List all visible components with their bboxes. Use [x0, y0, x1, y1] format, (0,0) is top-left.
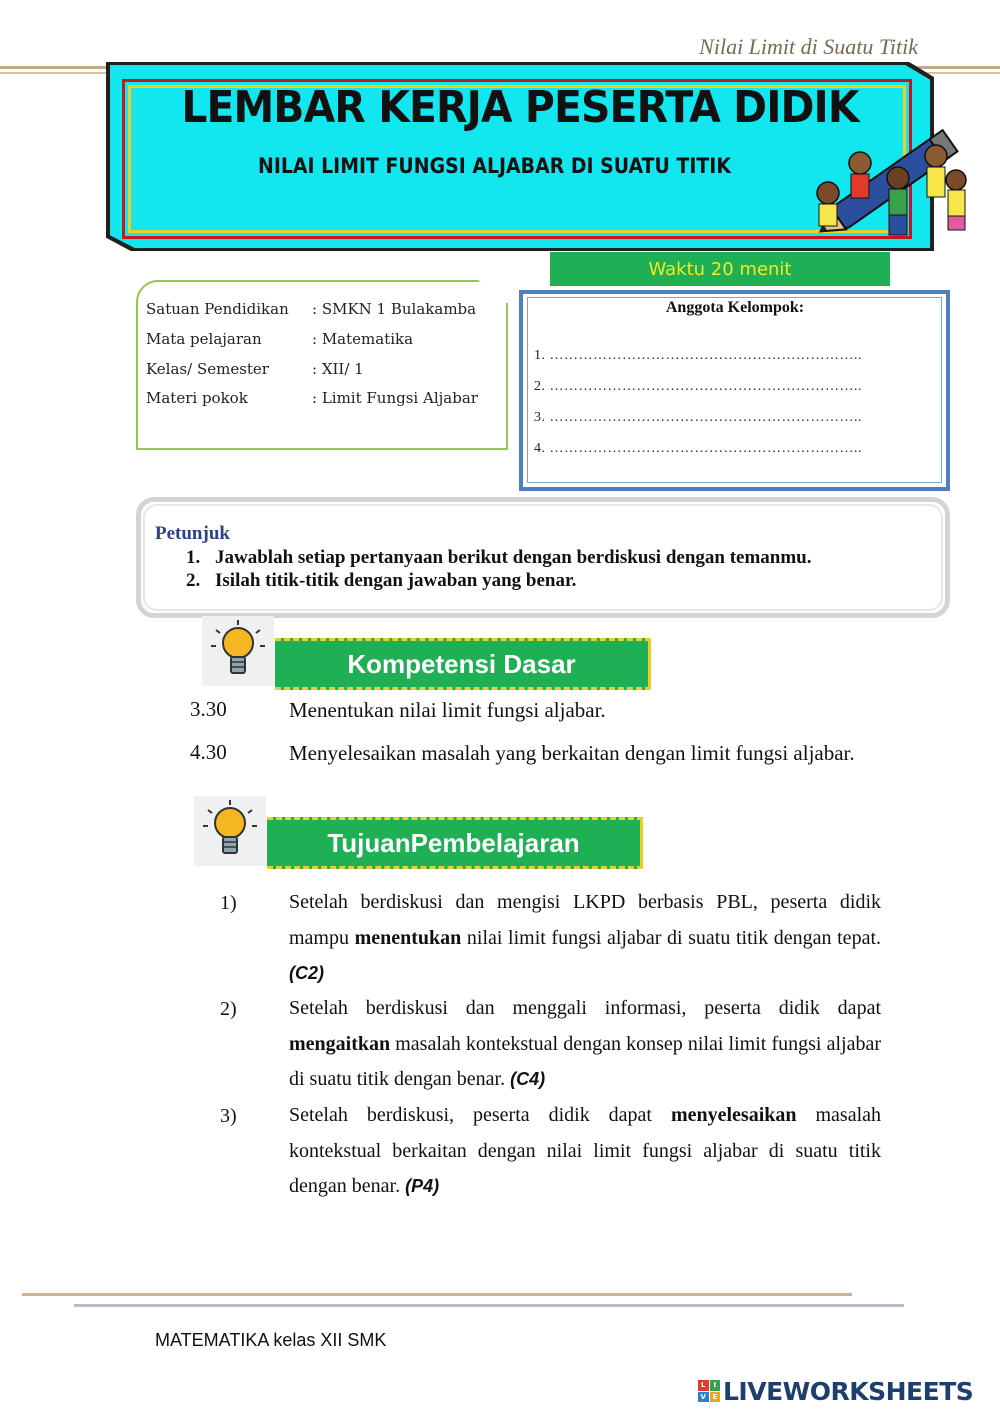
objective-keyword: menentukan [354, 926, 462, 949]
objective-level-code: (C2) [289, 963, 324, 983]
kompetensi-dasar-heading: Kompetensi Dasar [275, 638, 651, 690]
kd-text: Menentukan nilai limit fungsi aljabar. [289, 698, 606, 722]
objective-number: 1) [220, 892, 237, 914]
instruction-number: 1. [186, 547, 201, 568]
objective-number: 2) [220, 998, 237, 1020]
header-note: Nilai Limit di Suatu Titik [699, 34, 918, 59]
liveworksheets-wordmark: LIVEWORKSHEETS [723, 1376, 974, 1406]
member-entry-4[interactable]: 4. ……………………………………………………….. [534, 441, 862, 456]
kids-pencil-illustration [798, 118, 983, 250]
logo-letter: L [698, 1380, 709, 1391]
info-label: Satuan Pendidikan [146, 300, 289, 318]
member-entry-3[interactable]: 3. ……………………………………………………….. [534, 410, 862, 425]
objective-number: 3) [220, 1105, 237, 1127]
tujuan-pembelajaran-heading: TujuanPembelajaran [267, 817, 643, 869]
liveworksheets-brand[interactable] [698, 1376, 973, 1406]
liveworksheets-logo-icon [698, 1380, 720, 1402]
instructions-title: Petunjuk [155, 523, 230, 544]
objective-text-part: masalah kontekstual berkaitan dengan nilai limit fungsi aljabar di suatu titik dengan benar. [289, 1104, 882, 1197]
logo-letter: I [710, 1380, 721, 1391]
objective-keyword: menyelesaikan [670, 1104, 797, 1126]
objective-text-part: Setelah berdiskusi, peserta didik dapat [289, 1104, 671, 1126]
info-value: : SMKN 1 Bulakamba [312, 300, 477, 318]
objective-level-code: (P4) [405, 1176, 440, 1196]
objective-text [289, 991, 881, 1098]
logo-letter: V [698, 1392, 709, 1403]
objective-text [289, 885, 881, 992]
objective-text [289, 1098, 881, 1205]
member-entry-2[interactable]: 2. ……………………………………………………….. [534, 379, 862, 394]
time-badge: Waktu 20 menit [550, 252, 890, 286]
objective-text-part: masalah kontekstual dengan konsep nilai limit fungsi aljabar di suatu titik dengan benar. [289, 1032, 881, 1090]
member-entry-1[interactable]: 1. ……………………………………………………….. [534, 348, 862, 363]
objective-text-part: Setelah berdiskusi dan menggali informasi, peserta didik dapat [289, 997, 881, 1019]
logo-letter: E [710, 1392, 721, 1403]
instruction-number: 2. [186, 570, 201, 591]
objective-keyword: mengaitkan [289, 1032, 391, 1055]
instruction-text: Jawablah setiap pertanyaan berikut dengan berdiskusi dengan temanmu. [215, 547, 812, 568]
kd-number: 3.30 [190, 697, 227, 721]
objective-level-code: (C4) [510, 1069, 546, 1089]
info-label: Kelas/ Semester [146, 360, 269, 378]
kd-text: Menyelesaikan masalah yang berkaitan dengan limit fungsi aljabar. [289, 741, 855, 765]
footer-text: MATEMATIKA kelas XII SMK [155, 1330, 387, 1350]
footer-rule-secondary [74, 1304, 904, 1307]
objective-text-part: nilai limit fungsi aljabar di suatu titik dengan tepat. [461, 926, 881, 949]
footer-rule [22, 1293, 852, 1296]
kd-number: 4.30 [190, 740, 227, 764]
info-value: : Matematika [312, 330, 414, 348]
lightbulb-icon [194, 796, 266, 866]
lightbulb-icon [202, 616, 274, 686]
group-members-title: Anggota Kelompok: [665, 299, 805, 316]
page-title: LEMBAR KERJA PESERTA DIDIK [181, 82, 859, 133]
info-value: : Limit Fungsi Aljabar [312, 389, 478, 407]
instruction-text: Isilah titik-titik dengan jawaban yang benar. [215, 570, 577, 591]
objective-text-part: Setelah berdiskusi dan mengisi LKPD berbasis PBL, peserta didik mampu [289, 891, 881, 949]
info-label: Mata pelajaran [146, 330, 262, 348]
info-label: Materi pokok [146, 389, 248, 407]
info-value: : XII/ 1 [312, 360, 364, 378]
page-subtitle: NILAI LIMIT FUNGSI ALJABAR DI SUATU TITIK [258, 154, 731, 178]
